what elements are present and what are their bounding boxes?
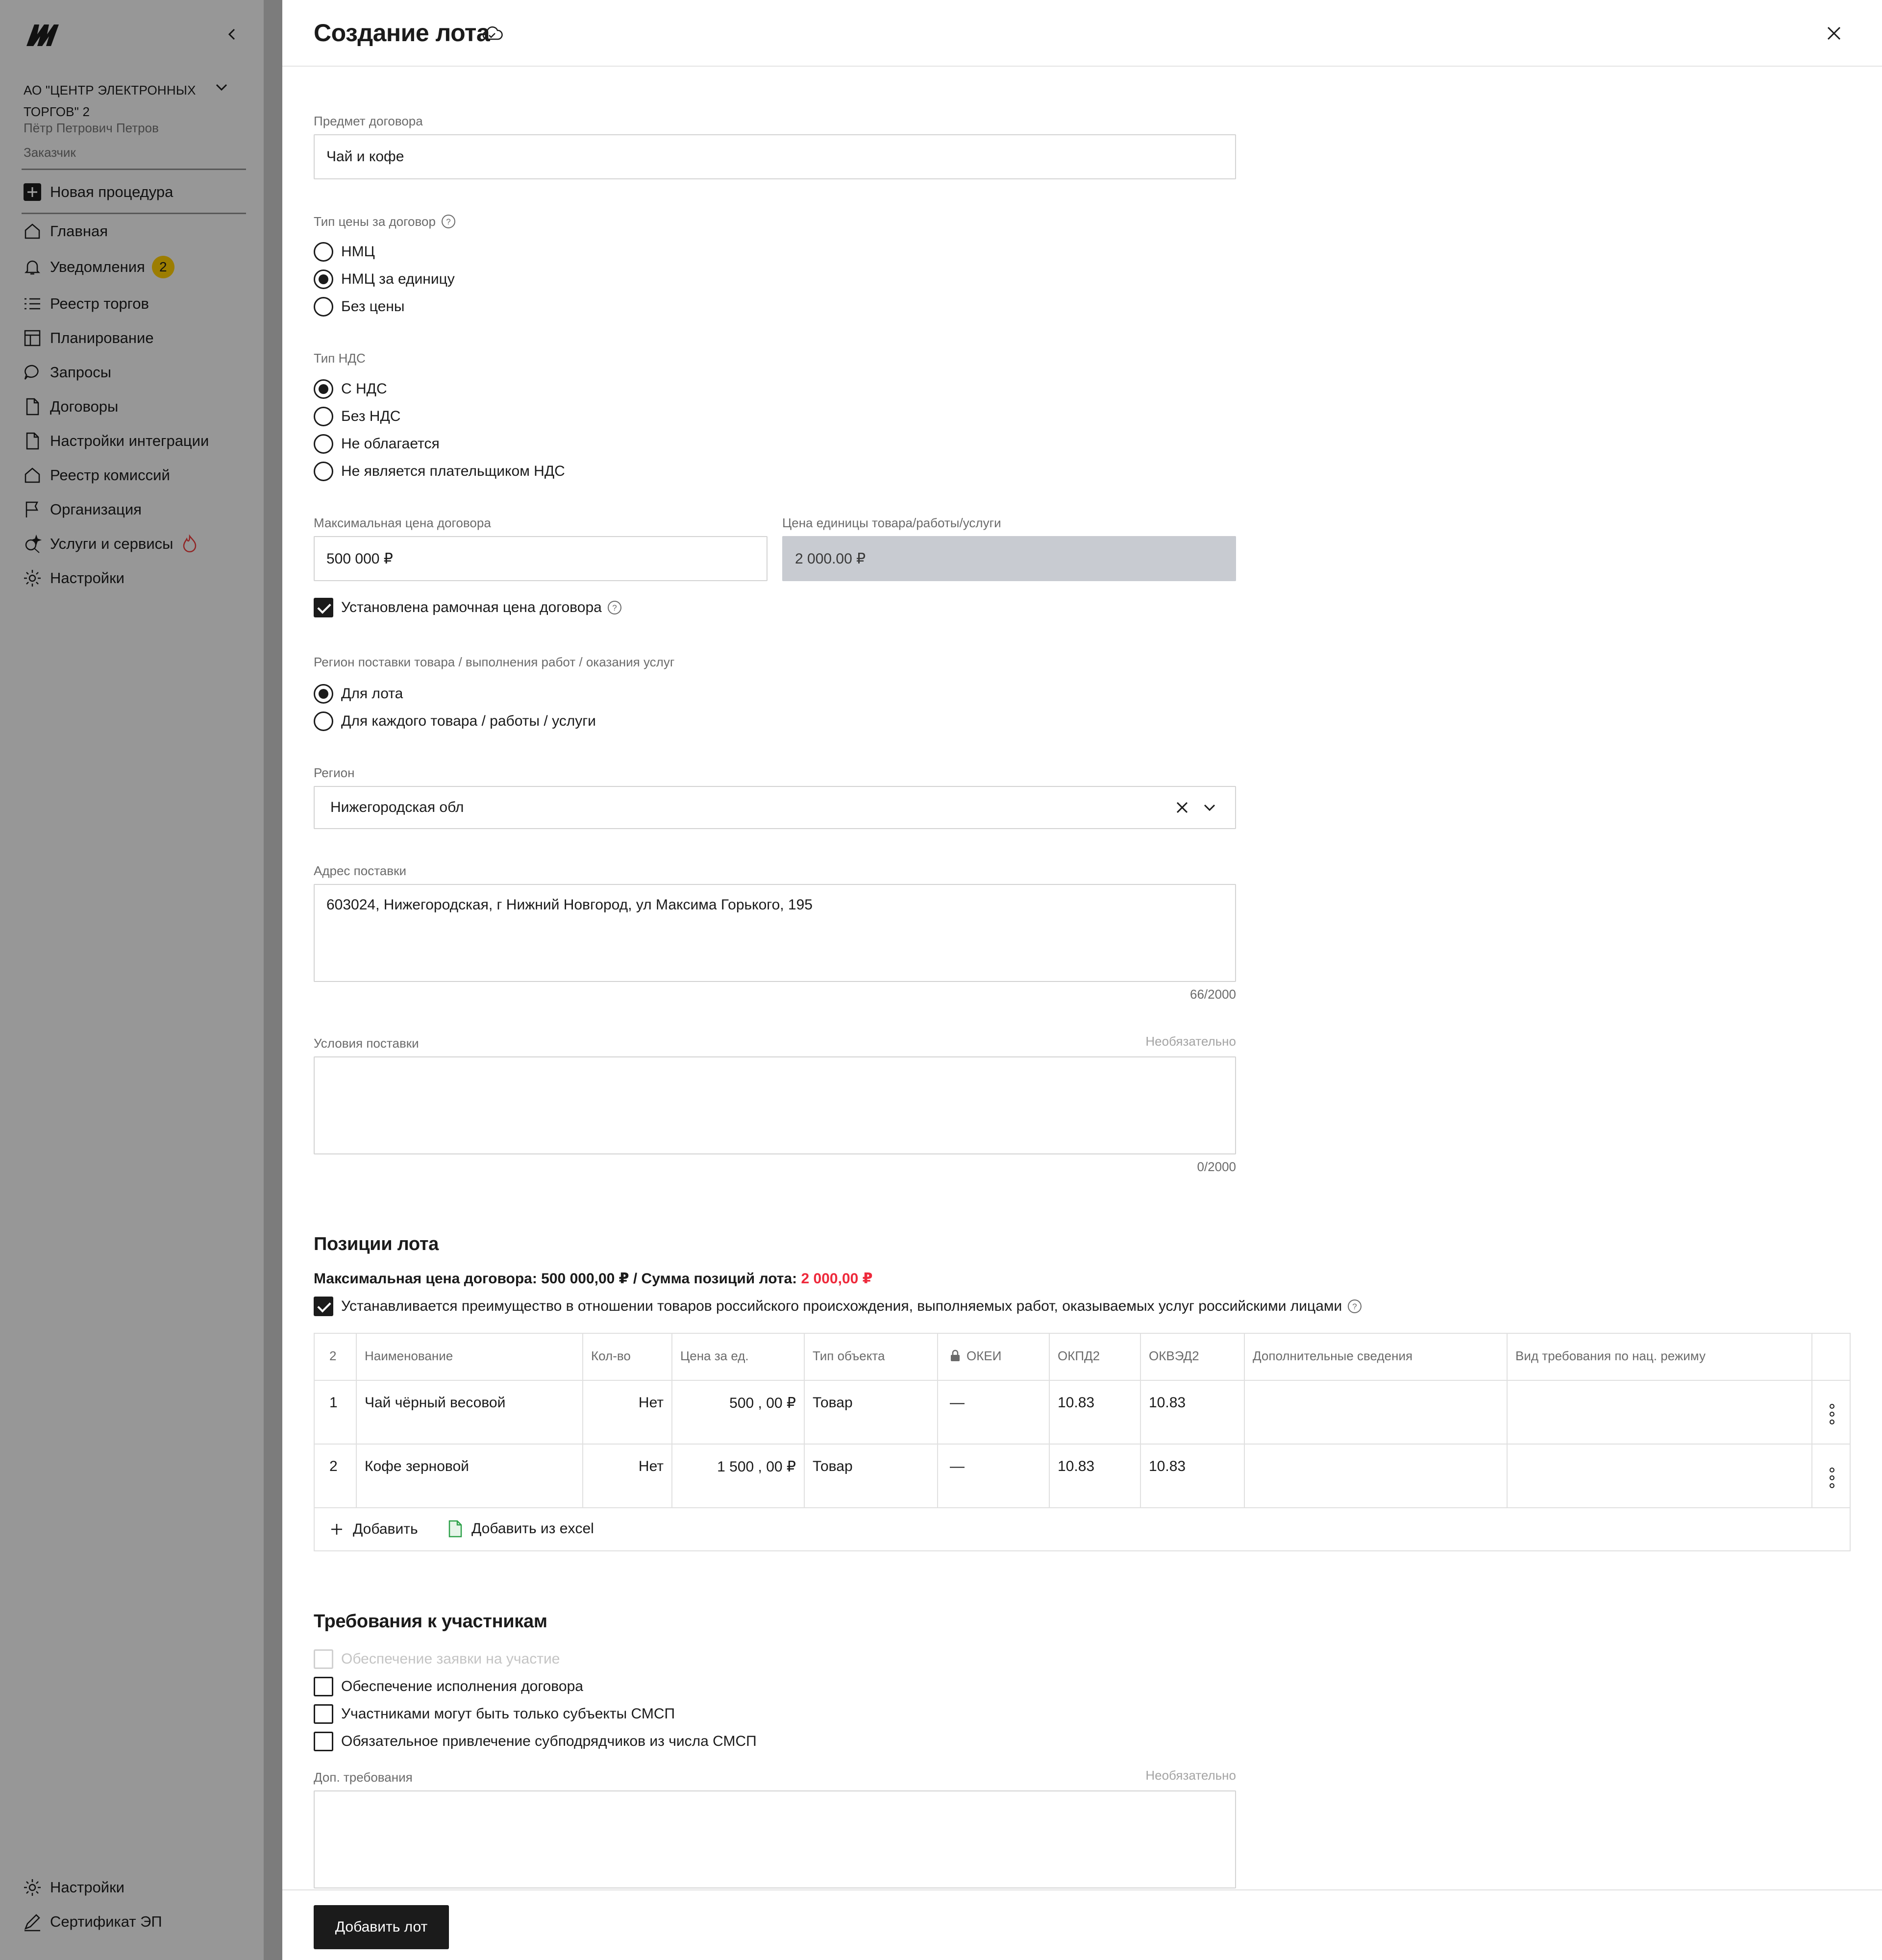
sidebar-item-contracts[interactable]	[23, 392, 118, 421]
extra-requirements-label: Доп. требования	[314, 1770, 413, 1785]
gear-icon	[23, 568, 42, 588]
add-from-excel-button[interactable]	[448, 1520, 594, 1538]
okei-header-label: ОКЕИ	[966, 1348, 1002, 1363]
row-okei: —	[938, 1381, 1050, 1444]
column-header-price[interactable]: Цена за ед.	[672, 1334, 805, 1380]
table-row[interactable]	[315, 1381, 1850, 1445]
conditions-textarea[interactable]	[314, 1056, 1236, 1154]
add-lot-button[interactable]: Добавить лот	[314, 1905, 449, 1949]
table-footer	[315, 1509, 1850, 1551]
add-position-button[interactable]	[329, 1521, 418, 1538]
frame-price-checkbox-row[interactable]	[314, 598, 622, 617]
sidebar	[0, 0, 264, 1960]
radio-button[interactable]	[314, 379, 333, 399]
checkbox	[314, 1649, 333, 1669]
address-counter: 66/2000	[1190, 987, 1236, 1002]
help-icon[interactable]	[441, 214, 456, 229]
option-label: С НДС	[341, 381, 387, 397]
row-number: 1	[315, 1381, 357, 1444]
gear-icon	[23, 1878, 42, 1897]
new-procedure-label: Новая процедура	[50, 183, 173, 200]
conditions-label: Условия поставки	[314, 1036, 419, 1051]
chat-icon	[23, 363, 42, 382]
region-value: Нижегородская обл	[330, 799, 464, 815]
add-position-label: Добавить	[353, 1521, 418, 1537]
row-extra	[1245, 1381, 1508, 1444]
sidebar-item-label: Настройки	[50, 569, 125, 587]
price-type-label-text: Тип цены за договор	[314, 214, 436, 229]
modal-header	[282, 0, 1882, 67]
optional-hint: Необязательно	[1145, 1034, 1236, 1049]
column-header-okved2[interactable]: ОКВЭД2	[1141, 1334, 1245, 1380]
vat-option-not-payer[interactable]	[314, 462, 565, 481]
frame-price-label: Установлена рамочная цена договора	[341, 599, 602, 615]
vat-option-without-vat[interactable]	[314, 407, 400, 426]
signature-icon	[23, 1912, 42, 1932]
bell-icon	[23, 257, 42, 277]
option-label: НМЦ за единицу	[341, 271, 455, 287]
modal-title: Создание лота	[314, 19, 490, 47]
close-icon[interactable]	[1822, 22, 1846, 45]
document-icon	[23, 397, 42, 416]
radio-button[interactable]	[314, 270, 333, 289]
sidebar-item-integration-settings[interactable]	[23, 426, 209, 456]
more-options-icon[interactable]	[1828, 1403, 1836, 1425]
row-qty: Нет	[583, 1445, 672, 1507]
flag-icon	[23, 500, 42, 519]
sparkle-search-icon	[23, 534, 42, 554]
requirement-application-security	[314, 1649, 560, 1669]
clear-icon[interactable]	[1172, 798, 1192, 817]
radio-button[interactable]	[314, 711, 333, 731]
option-label: Для лота	[341, 686, 403, 702]
help-icon[interactable]	[607, 600, 622, 615]
price-type-option-nmc-unit[interactable]	[314, 270, 455, 289]
frame-price-checkbox[interactable]	[314, 598, 333, 617]
advantage-checkbox-row[interactable]	[314, 1297, 1362, 1316]
column-header-type[interactable]: Тип объекта	[805, 1334, 938, 1380]
sidebar-item-label: Главная	[50, 222, 108, 240]
lock-icon	[950, 1349, 961, 1362]
row-actions	[1812, 1445, 1852, 1507]
price-type-option-nmc[interactable]	[314, 242, 375, 262]
subject-label: Предмет договора	[314, 114, 423, 128]
divider	[22, 213, 246, 214]
column-header-extra[interactable]: Дополнительные сведения	[1245, 1334, 1508, 1380]
region-mode-label: Регион поставки товара / выполнения работ / оказания услуг	[314, 655, 675, 669]
column-header-qty[interactable]: Кол-во	[583, 1334, 672, 1380]
summary-prefix: Максимальная цена договора: 500 000,00 ₽ / Сумма позиций лота:	[314, 1271, 797, 1287]
optional-hint: Необязательно	[1145, 1768, 1236, 1783]
user-name: Пётр Петрович Петров	[24, 121, 159, 135]
sidebar-item-label: Организация	[50, 501, 142, 518]
sidebar-item-label: Настройки	[50, 1879, 125, 1896]
sidebar-item-label: Реестр торгов	[50, 295, 149, 312]
excel-file-icon	[448, 1520, 463, 1538]
option-label: Не облагается	[341, 436, 440, 452]
requirement-smsp-only[interactable]	[314, 1704, 675, 1724]
radio-button[interactable]	[314, 462, 333, 481]
plus-square-icon	[23, 182, 42, 202]
sidebar-item-label: Настройки интеграции	[50, 432, 209, 449]
positions-title: Позиции лота	[314, 1234, 439, 1254]
radio-button[interactable]	[314, 434, 333, 454]
table-row[interactable]	[315, 1445, 1850, 1508]
sidebar-item-label: Реестр комиссий	[50, 466, 170, 484]
radio-button[interactable]	[314, 684, 333, 704]
region-mode-lot[interactable]	[314, 684, 403, 704]
column-header-count: 2	[315, 1334, 357, 1380]
row-requirement	[1508, 1381, 1812, 1444]
requirement-label: Участниками могут быть только субъекты СМСП	[341, 1706, 675, 1722]
overlay-strip	[264, 0, 282, 1960]
row-price: 500 , 00 ₽	[672, 1381, 805, 1444]
sidebar-item-organization[interactable]	[23, 495, 142, 524]
sidebar-item-label: Запросы	[50, 364, 112, 381]
sidebar-bottom-settings[interactable]	[23, 1873, 124, 1902]
row-price: 1 500 , 00 ₽	[672, 1445, 805, 1507]
subject-input[interactable]: Чай и кофе	[314, 134, 1236, 179]
price-type-label	[314, 214, 456, 229]
home-icon	[23, 221, 42, 241]
create-lot-modal	[282, 0, 1882, 1960]
option-label: Без цены	[341, 298, 405, 315]
positions-table	[314, 1333, 1851, 1551]
row-actions	[1812, 1381, 1852, 1444]
fire-icon	[180, 534, 199, 554]
organization-name[interactable]: АО "ЦЕНТР ЭЛЕКТРОННЫХ ТОРГОВ" 2	[24, 83, 196, 119]
row-requirement	[1508, 1445, 1812, 1507]
requirement-label: Обеспечение исполнения договора	[341, 1678, 583, 1694]
collapse-sidebar-icon[interactable]	[223, 24, 242, 44]
home-icon	[23, 466, 42, 485]
sidebar-item-requests[interactable]	[23, 358, 111, 387]
row-okved2: 10.83	[1141, 1381, 1245, 1444]
extra-requirements-textarea[interactable]	[314, 1790, 1236, 1888]
row-number: 2	[315, 1445, 357, 1507]
max-price-label: Максимальная цена договора	[314, 515, 491, 530]
option-label: Не является плательщиком НДС	[341, 463, 565, 479]
row-okpd2: 10.83	[1050, 1445, 1141, 1507]
sidebar-item-label: Услуги и сервисы	[50, 535, 173, 552]
user-role: Заказчик	[24, 145, 76, 160]
sidebar-item-commissions[interactable]	[23, 461, 170, 490]
row-okved2: 10.83	[1141, 1445, 1245, 1507]
add-from-excel-label: Добавить из excel	[471, 1520, 594, 1537]
sidebar-item-registry[interactable]	[23, 289, 149, 318]
column-header-name[interactable]: Наименование	[357, 1334, 583, 1380]
table-icon	[23, 328, 42, 348]
radio-button[interactable]	[314, 407, 333, 426]
price-type-option-no-price[interactable]	[314, 297, 404, 317]
row-type: Товар	[805, 1381, 938, 1444]
checkbox[interactable]	[314, 1677, 333, 1696]
svg-text:?: ?	[1352, 1302, 1358, 1311]
advantage-checkbox[interactable]	[314, 1297, 333, 1316]
more-options-icon[interactable]	[1828, 1467, 1836, 1489]
option-label: НМЦ	[341, 244, 375, 260]
address-label: Адрес поставки	[314, 863, 406, 878]
column-header-requirement[interactable]: Вид требования по нац. режиму	[1508, 1334, 1812, 1380]
row-qty: Нет	[583, 1381, 672, 1444]
table-header	[315, 1334, 1850, 1381]
sidebar-bottom-certificate[interactable]	[23, 1907, 162, 1936]
column-header-okpd2[interactable]: ОКПД2	[1050, 1334, 1141, 1380]
unit-price-label: Цена единицы товара/работы/услуги	[782, 515, 1001, 530]
region-label: Регион	[314, 765, 355, 780]
notification-badge: 2	[152, 256, 174, 278]
radio-button[interactable]	[314, 297, 333, 317]
vat-option-with-vat[interactable]	[314, 379, 387, 399]
sidebar-item-notifications[interactable]	[23, 252, 174, 282]
row-name: Чай чёрный весовой	[357, 1381, 583, 1444]
option-label: Без НДС	[341, 408, 401, 424]
sidebar-item-services[interactable]	[23, 529, 199, 559]
column-header-okei[interactable]	[938, 1334, 1050, 1380]
logo-icon[interactable]	[23, 22, 60, 48]
advantage-label: Устанавливается преимущество в отношении товаров российского происхождения, выполняемых работ, оказываемых услуг российскими лицами	[341, 1298, 1342, 1314]
sidebar-item-settings[interactable]	[23, 564, 124, 593]
vat-type-label: Тип НДС	[314, 351, 366, 366]
requirement-smsp-subcontractors[interactable]	[314, 1732, 757, 1751]
row-type: Товар	[805, 1445, 938, 1507]
cloud-save-icon	[481, 24, 503, 43]
address-textarea[interactable]: 603024, Нижегородская, г Нижний Новгород, ул Максима Горького, 195	[314, 884, 1236, 982]
column-header-actions	[1812, 1334, 1852, 1380]
document-icon	[23, 431, 42, 451]
row-name: Кофе зерновой	[357, 1445, 583, 1507]
region-select[interactable]	[314, 786, 1236, 829]
row-okei: —	[938, 1445, 1050, 1507]
help-icon[interactable]	[1347, 1298, 1362, 1314]
list-icon	[23, 294, 42, 314]
region-mode-each[interactable]	[314, 711, 596, 731]
modal-footer	[282, 1889, 1882, 1960]
sidebar-item-label: Планирование	[50, 329, 154, 346]
unit-price-input: 2 000.00 ₽	[782, 536, 1236, 581]
requirement-contract-security[interactable]	[314, 1677, 583, 1696]
option-label: Для каждого товара / работы / услуги	[341, 713, 596, 729]
row-extra	[1245, 1445, 1508, 1507]
chevron-down-icon[interactable]	[213, 78, 230, 96]
radio-button[interactable]	[314, 242, 333, 262]
summary-sum: 2 000,00 ₽	[801, 1271, 873, 1287]
checkbox[interactable]	[314, 1732, 333, 1751]
vat-option-not-taxed[interactable]	[314, 434, 440, 454]
conditions-counter: 0/2000	[1197, 1159, 1236, 1174]
requirement-label: Обязательное привлечение субподрядчиков из числа СМСП	[341, 1733, 757, 1749]
positions-summary	[314, 1270, 873, 1287]
sidebar-item-label: Договоры	[50, 398, 119, 415]
requirement-label: Обеспечение заявки на участие	[341, 1651, 560, 1667]
divider	[22, 169, 246, 170]
new-procedure-button[interactable]	[23, 177, 173, 207]
svg-text:?: ?	[612, 603, 617, 612]
sidebar-item-label: Уведомления	[50, 258, 145, 275]
chevron-down-icon[interactable]	[1201, 799, 1218, 816]
sidebar-item-home[interactable]	[23, 217, 108, 246]
plus-icon	[329, 1522, 344, 1537]
requirements-title: Требования к участникам	[314, 1611, 547, 1632]
checkbox[interactable]	[314, 1704, 333, 1724]
max-price-input[interactable]: 500 000 ₽	[314, 536, 768, 581]
sidebar-item-label: Сертификат ЭП	[50, 1913, 162, 1930]
row-okpd2: 10.83	[1050, 1381, 1141, 1444]
svg-text:?: ?	[446, 217, 451, 226]
sidebar-item-planning[interactable]	[23, 323, 154, 353]
